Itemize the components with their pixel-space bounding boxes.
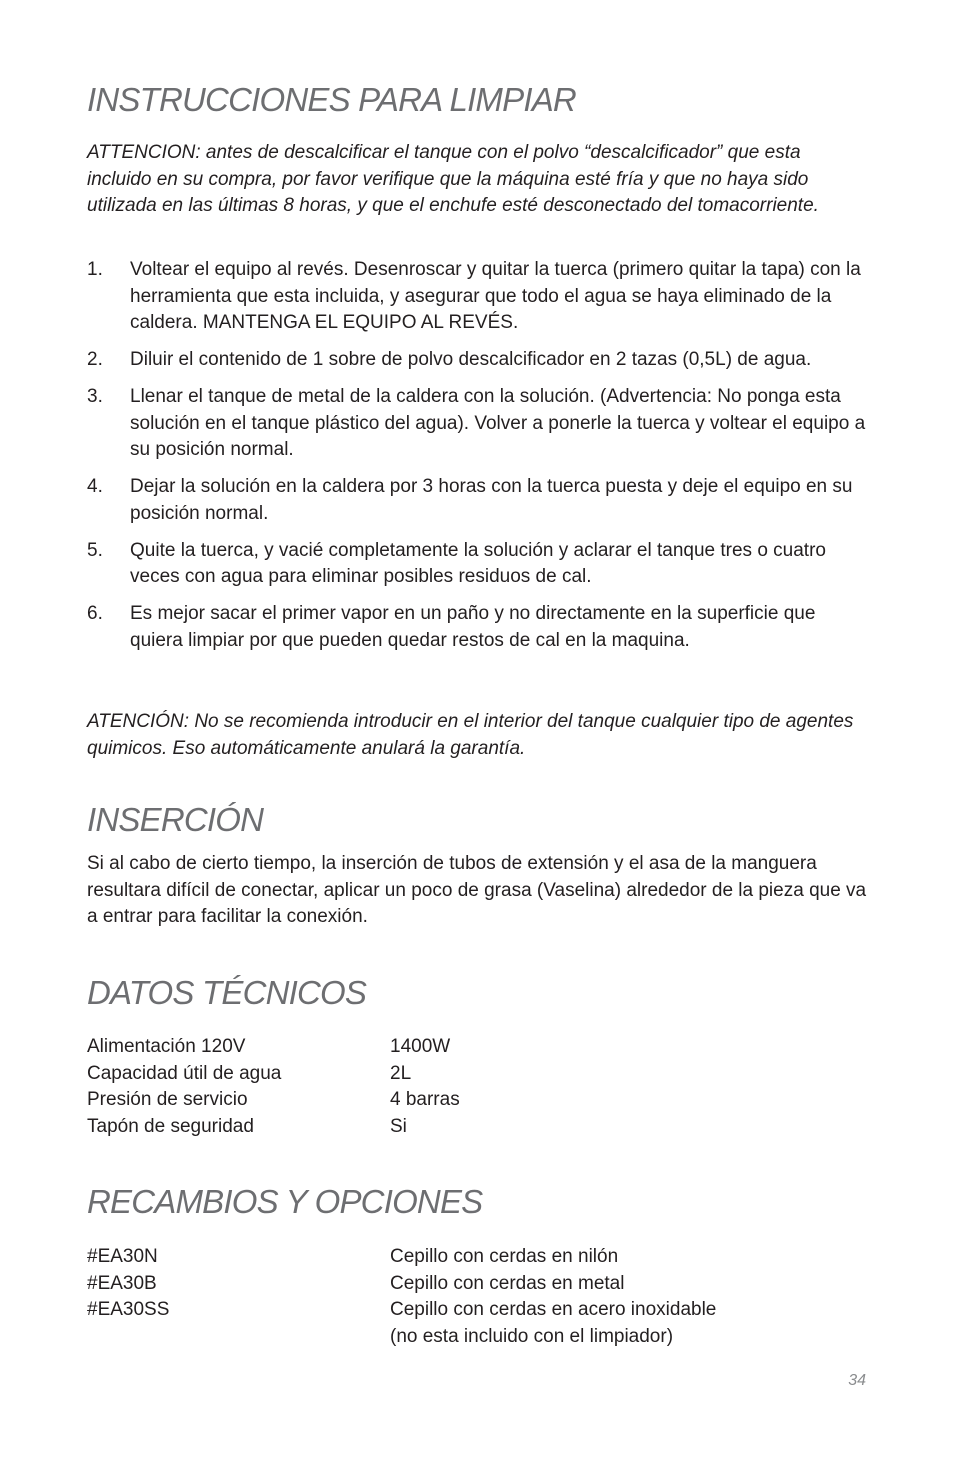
cleaning-step	[87, 347, 869, 374]
cleaning-step	[87, 601, 869, 654]
spares-options-heading: RECAMBIOS Y OPCIONES	[87, 1183, 483, 1220]
step-text: Llenar el tanque de metal de la caldera con la solución. (Advertencia: No ponga esta solución en el tanque plástico del agua). Volver a ponerle la tuerca y voltear el equipo a su posición normal.	[130, 386, 866, 460]
spare-description: Cepillo con cerdas en nilón	[390, 1246, 619, 1267]
spare-code: #EA30SS	[87, 1299, 170, 1320]
step-number: 1.	[87, 259, 103, 280]
spare-row	[87, 1271, 716, 1298]
step-text: Dejar la solución en la caldera por 3 horas con la tuerca puesta y deje el equipo en su posición normal.	[130, 476, 853, 524]
spare-description: (no esta incluido con el limpiador)	[390, 1325, 674, 1347]
step-number: 6.	[87, 603, 103, 624]
spec-row	[87, 1114, 460, 1141]
page-number: 34	[848, 1372, 866, 1389]
spare-code	[87, 1324, 390, 1351]
step-text: Quite la tuerca, y vacié completamente la solución y aclarar el tanque tres o cuatro veces con agua para eliminar posibles residuos de cal.	[130, 539, 826, 587]
cleaning-instructions-heading: INSTRUCCIONES PARA LIMPIAR	[87, 81, 576, 118]
spec-row	[87, 1061, 460, 1088]
step-text: Diluir el contenido de 1 sobre de polvo descalcificador en 2 tazas (0,5L) de agua.	[130, 349, 812, 370]
spare-row	[87, 1297, 716, 1324]
spec-label: Presión de servicio	[87, 1089, 248, 1110]
step-number: 3.	[87, 386, 103, 407]
insertion-text: Si al cabo de cierto tiempo, la inserción de tubos de extensión y el asa de la manguera resultara difícil de conectar, aplicar un poco de grasa (Vaselina) alrededor de la pieza que va a entrar para facilitar la conexión.	[87, 853, 867, 927]
step-number: 5.	[87, 539, 103, 561]
spare-description: Cepillo con cerdas en acero inoxidable	[390, 1299, 717, 1320]
spec-label: Tapón de seguridad	[87, 1115, 254, 1137]
spare-description: Cepillo con cerdas en metal	[390, 1272, 625, 1294]
step-text: Es mejor sacar el primer vapor en un paño y no directamente en la superficie que quiera limpiar por que pueden quedar restos de cal en la maquina.	[130, 603, 816, 651]
step-number: 4.	[87, 476, 103, 497]
spec-row	[87, 1087, 460, 1114]
chemical-agents-warning: ATENCIÓN: No se recomienda introducir en el interior del tanque cualquier tipo de agentes quimicos. Eso automáticamente anulará la garantía.	[87, 711, 854, 759]
step-text: Voltear el equipo al revés. Desenroscar y quitar la tuerca (primero quitar la tapa) con la herramienta que esta incluida, y asegurar que todo el agua se haya eliminado de la caldera. MANTENGA EL EQUIPO AL REVÉS.	[130, 259, 861, 333]
spec-value: 2L	[390, 1062, 412, 1084]
spec-label: Capacidad útil de agua	[87, 1062, 282, 1084]
technical-data-table	[87, 1034, 460, 1140]
cleaning-step	[87, 538, 869, 591]
spares-table	[87, 1244, 716, 1350]
spare-row	[87, 1324, 716, 1351]
descaling-warning: ATTENCION: antes de descalcificar el tanque con el polvo “descalcificador” que esta incluido en su compra, por favor verifique que la máquina esté fría y que no haya sido utilizada en las últimas 8 horas, y que el enchufe esté desconectado del tomacorriente.	[87, 142, 819, 216]
insertion-heading: INSERCIÓN	[87, 801, 264, 838]
spec-label: Alimentación 120V	[87, 1036, 246, 1057]
spec-row	[87, 1034, 460, 1061]
spare-code: #EA30B	[87, 1272, 157, 1294]
cleaning-step	[87, 474, 869, 527]
spec-value: 1400W	[390, 1036, 451, 1057]
cleaning-step	[87, 257, 869, 337]
spec-value: 4 barras	[390, 1089, 460, 1110]
technical-data-heading: DATOS TÉCNICOS	[87, 974, 367, 1011]
spare-code: #EA30N	[87, 1246, 158, 1267]
spare-row	[87, 1244, 716, 1271]
cleaning-step	[87, 384, 869, 464]
spec-value: Si	[390, 1115, 407, 1137]
cleaning-steps-list	[87, 257, 869, 665]
step-number: 2.	[87, 349, 103, 370]
